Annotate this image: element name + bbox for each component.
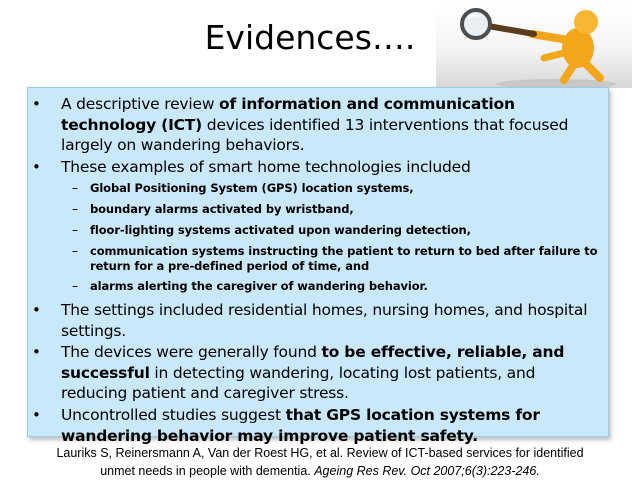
bullet-marker: • xyxy=(32,158,41,176)
bullet-text: The devices were generally found to be effective, reliable, and successful in detecting wandering, locating lost patients, and reducing patient and caregiver stress. xyxy=(61,343,565,402)
citation xyxy=(40,444,600,480)
bullet-marker: • xyxy=(32,406,41,424)
slide-title: Evidences…. xyxy=(204,18,416,57)
content-box: • A descriptive review of information and communication technology (ICT) devices identified 13 interventions that focused largely on wandering behaviors. • These examples of smart home technologies included – Global Positioning System (GPS) location systems, – boundary alarms activated by wristband, – floor-lighting systems activated upon wandering detection, – communication systems instructing the patient to return to bed after failure to return for a pre-defined period of time, and – alarms alerting the caregiver of wandering behavior. • The settings included residential homes, nursing homes, and hospital settings. • The devices were generally found to be effective, reliable, and successful in detecting wandering, locating lost patients, and reducing patient and caregiver stress. • Uncontrolled studies suggest that GPS location systems for wandering behavior may improve patient safety. xyxy=(27,87,609,437)
magnifying-glass-figure-icon xyxy=(436,4,632,88)
bullet-text: These examples of smart home technologies included xyxy=(61,158,471,176)
bullet-text: Uncontrolled studies suggest that GPS location systems for wandering behavior may improve patient safety. xyxy=(61,406,540,445)
bullet-marker: • xyxy=(32,301,41,319)
bullet-marker: • xyxy=(32,95,41,113)
bullet-text: A descriptive review of information and communication technology (ICT) devices identified 13 interventions that focused largely on wandering behaviors. xyxy=(61,95,569,154)
bullet-text: The settings included residential homes, nursing homes, and hospital settings. xyxy=(61,301,588,340)
citation-line-2: unmet needs in people with dementia. Ageing Res Rev. Oct 2007;6(3):223-246. xyxy=(100,464,540,478)
citation-line-1: Lauriks S, Reinersmann A, Van der Roest HG, et al. Review of ICT-based services for identified xyxy=(56,446,584,460)
bullet-marker: • xyxy=(32,343,41,361)
